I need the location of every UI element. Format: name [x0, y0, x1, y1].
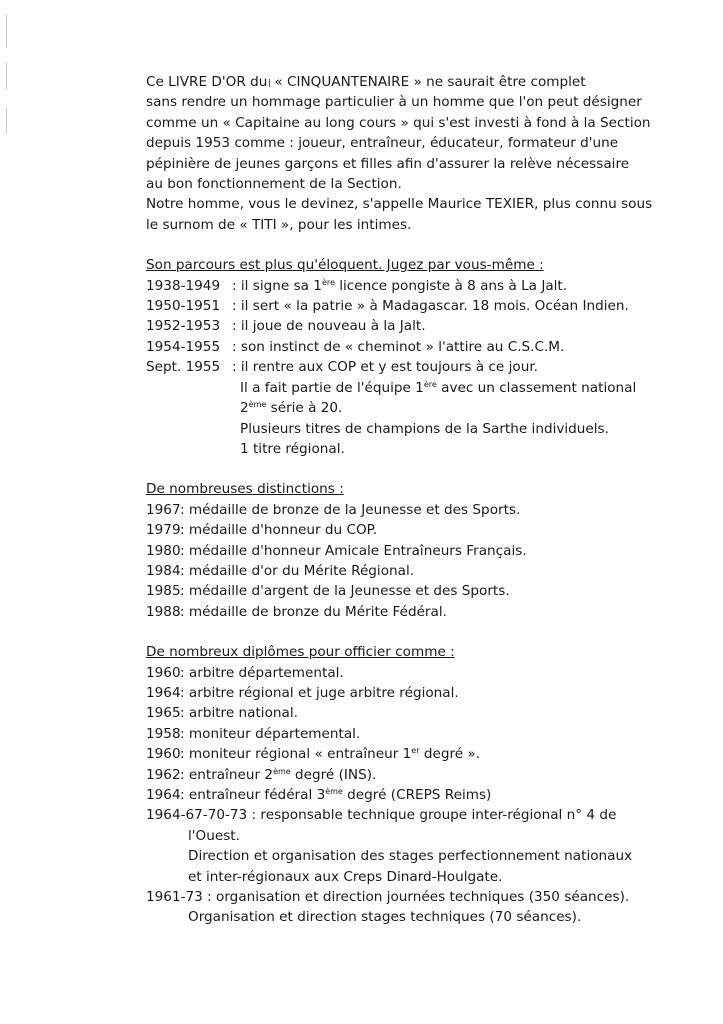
section-heading-distinctions: De nombreuses distinctions :	[146, 481, 344, 498]
distinction-row: 1980 : médaille d'honneur Amicale Entraîneurs Français.	[146, 542, 527, 559]
diplome-line: 1964-67-70-73 : responsable technique groupe inter-régional n° 4 de	[146, 807, 617, 824]
diplome-continuation: l'Ouest.	[188, 827, 240, 844]
intro-line: Ce LIVRE D'OR du « CINQUANTENAIRE » ne saurait être complet	[146, 74, 586, 90]
diplome-row: 1965 : arbitre national.	[146, 705, 298, 722]
parcours-continuation: 2ème série à 20.	[240, 400, 343, 417]
intro-line: pépinière de jeunes garçons et filles afin d'assurer la relève nécessaire	[146, 155, 630, 172]
scan-edge-mark	[6, 62, 7, 90]
distinction-row: 1967 : médaille de bronze de la Jeunesse et des Sports.	[146, 501, 521, 518]
diplome-row: 1962 : entraîneur 2ème degré (INS).	[146, 766, 377, 783]
parcours-row: 1938-1949 : il signe sa 1ère licence pongiste à 8 ans à La Jalt.	[146, 277, 568, 294]
distinction-row: 1985 : médaille d'argent de la Jeunesse et des Sports.	[146, 583, 510, 600]
intro-line: Notre homme, vous le devinez, s'appelle Maurice TEXIER, plus connu sous	[146, 196, 653, 213]
parcours-continuation: 1 titre régional.	[240, 440, 345, 457]
parcours-row: 1950-1951 : il sert « la patrie » à Madagascar. 18 mois. Océan Indien.	[146, 298, 629, 315]
diplome-row: 1964 : entraîneur fédéral 3ème degré (CREPS Reims)	[146, 787, 492, 803]
cinquantenaire-label: « CINQUANTENAIRE »	[274, 74, 422, 90]
parcours-row: 1954-1955 : son instinct de « cheminot » l'attire au C.S.C.M.	[146, 338, 565, 355]
diplome-continuation: et inter-régionaux aux Creps Dinard-Houlgate.	[188, 868, 503, 885]
intro-line: depuis 1953 comme : joueur, entraîneur, éducateur, formateur d'une	[146, 135, 619, 152]
section-heading-parcours: Son parcours est plus qu'éloquent. Jugez par vous-même :	[146, 257, 544, 274]
diplome-row: 1960 : arbitre départemental.	[146, 664, 344, 681]
intro-line: au bon fonctionnement de la Section.	[146, 176, 402, 193]
section-heading-diplomes: De nombreux diplômes pour officier comme :	[146, 644, 455, 661]
diplome-row: 1958 : moniteur départemental.	[146, 725, 361, 742]
diplome-row: 1964 : arbitre régional et juge arbitre régional.	[146, 684, 459, 701]
diplome-row: 1960 : moniteur régional « entraîneur 1er degré ».	[146, 746, 481, 763]
parcours-row: Sept. 1955 : il rentre aux COP et y est toujours à ce jour.	[146, 359, 538, 376]
diplome-continuation: Direction et organisation des stages perfectionnement nationaux	[188, 848, 633, 865]
diplome-line: 1961-73 : organisation et direction journées techniques (350 séances).	[146, 889, 630, 906]
distinction-row: 1988 : médaille de bronze du Mérite Fédéral.	[146, 603, 447, 620]
diplome-continuation: Organisation et direction stages techniques (70 séances).	[188, 909, 582, 926]
scan-edge-mark	[6, 14, 7, 48]
parcours-continuation: Il a fait partie de l'équipe 1ère avec un classement national	[240, 379, 637, 396]
document-body	[146, 72, 666, 928]
distinction-row: 1979 : médaille d'honneur du COP.	[146, 522, 378, 539]
scan-edge-mark	[6, 108, 7, 134]
parcours-continuation: Plusieurs titres de champions de la Sarthe individuels.	[240, 420, 609, 437]
intro-line: sans rendre un hommage particulier à un homme que l'on peut désigner	[146, 94, 642, 111]
distinction-row: 1984 : médaille d'or du Mérite Régional.	[146, 562, 415, 579]
intro-line: comme un « Capitaine au long cours » qui s'est investi à fond à la Section	[146, 114, 651, 131]
stray-mark	[269, 79, 270, 87]
parcours-row: 1952-1953 : il joue de nouveau à la Jalt.	[146, 318, 426, 335]
intro-line: le surnom de « TITI », pour les intimes.	[146, 216, 412, 233]
